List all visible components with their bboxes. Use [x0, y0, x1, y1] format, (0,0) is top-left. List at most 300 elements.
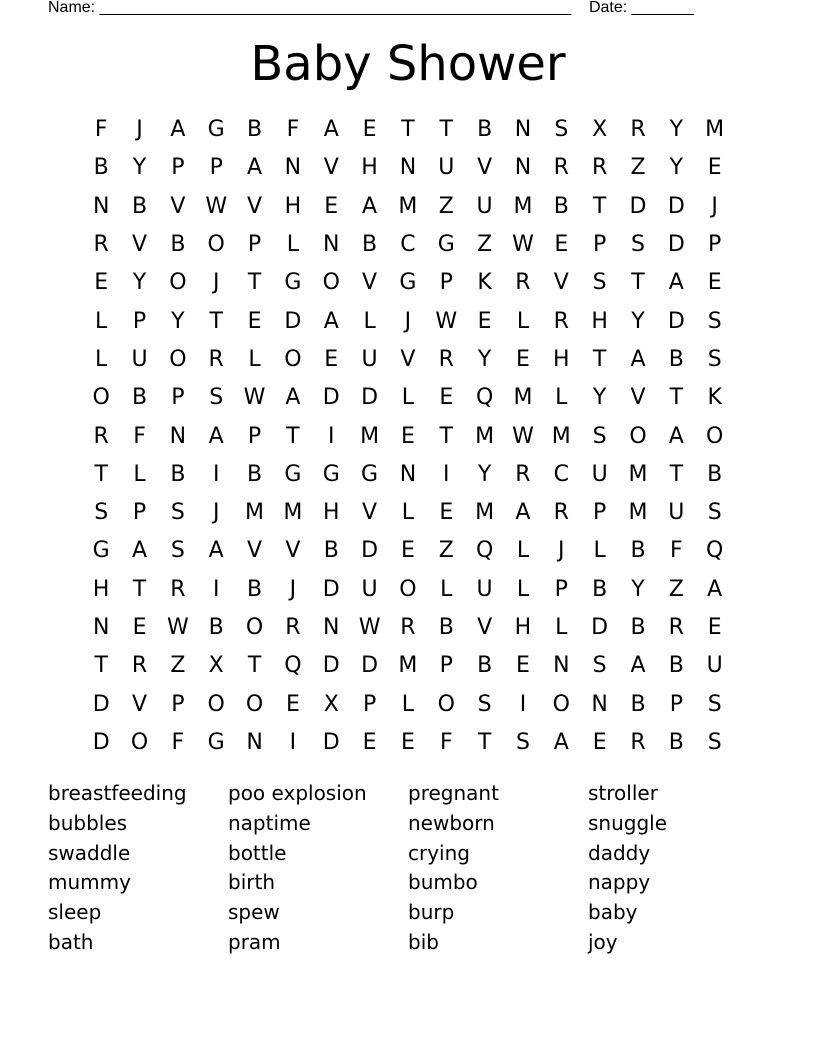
grid-letter: S: [707, 691, 722, 717]
grid-letter: V: [131, 232, 148, 258]
grid-letter: B: [668, 729, 684, 755]
grid-letter: J: [404, 308, 412, 334]
grid-letter: Y: [132, 270, 147, 296]
grid-letter: T: [94, 461, 108, 487]
grid-letter: F: [670, 538, 683, 564]
grid-letter: I: [289, 729, 297, 755]
grid-letter: P: [171, 691, 185, 717]
grid-letter: B: [131, 193, 148, 219]
grid-letter: D: [591, 615, 609, 640]
grid-letter: M: [551, 423, 571, 449]
grid-row: [82, 341, 734, 379]
letter-grid: [82, 111, 734, 762]
grid-letter: A: [285, 385, 301, 411]
grid-letter: D: [361, 653, 379, 679]
word-list-item: pram: [228, 929, 281, 954]
grid-letter: R: [131, 653, 148, 679]
grid-letter: G: [207, 117, 225, 143]
grid-letter: I: [212, 461, 220, 487]
word-list-item: bib: [408, 929, 439, 954]
grid-letter: G: [284, 270, 302, 296]
grid-letter: X: [323, 691, 339, 717]
grid-letter: H: [322, 500, 340, 526]
grid-letter: W: [205, 193, 228, 219]
grid-letter: G: [207, 729, 225, 755]
grid-letter: M: [398, 653, 418, 679]
grid-letter: L: [555, 615, 568, 640]
grid-letter: S: [554, 117, 569, 143]
grid-letter: T: [94, 653, 108, 679]
grid-letter: G: [361, 461, 379, 487]
grid-letter: T: [439, 117, 453, 143]
grid-letter: U: [438, 155, 455, 181]
grid-letter: T: [669, 385, 684, 411]
grid-row: [82, 456, 734, 494]
grid-letter: A: [707, 576, 723, 602]
grid-letter: A: [170, 117, 186, 143]
grid-letter: T: [631, 270, 645, 296]
grid-letter: B: [630, 538, 646, 564]
grid-letter: N: [246, 729, 263, 755]
grid-letter: X: [592, 117, 608, 143]
grid-letter: W: [166, 615, 189, 640]
word-list-item: crying: [408, 840, 470, 865]
grid-letter: A: [668, 423, 684, 449]
grid-letter: S: [707, 500, 722, 526]
grid-letter: D: [322, 653, 340, 679]
grid-letter: L: [401, 385, 415, 411]
grid-letter: A: [553, 729, 569, 755]
grid-letter: J: [212, 270, 220, 296]
grid-row: [82, 264, 734, 302]
grid-letter: P: [439, 270, 453, 296]
grid-letter: D: [284, 308, 302, 334]
grid-letter: B: [707, 461, 723, 487]
grid-letter: S: [592, 270, 607, 296]
grid-letter: A: [131, 538, 148, 564]
grid-letter: R: [553, 155, 569, 181]
grid-letter: L: [401, 691, 415, 717]
grid-letter: B: [247, 576, 263, 602]
grid-letter: D: [322, 729, 340, 755]
grid-letter: E: [592, 729, 607, 755]
grid-letter: J: [212, 500, 220, 526]
grid-letter: O: [437, 691, 455, 717]
grid-letter: E: [707, 270, 722, 296]
grid-letter: P: [362, 691, 377, 717]
word-list: [48, 779, 768, 958]
grid-letter: J: [136, 117, 143, 143]
grid-letter: H: [284, 193, 302, 219]
grid-letter: R: [400, 615, 416, 640]
grid-letter: D: [667, 193, 685, 219]
grid-letter: E: [362, 729, 377, 755]
grid-letter: E: [477, 308, 492, 334]
grid-letter: I: [212, 576, 220, 602]
grid-letter: D: [629, 193, 647, 219]
grid-letter: S: [170, 500, 185, 526]
grid-letter: T: [592, 193, 607, 219]
grid-letter: A: [668, 270, 684, 296]
grid-letter: R: [553, 500, 569, 526]
grid-letter: S: [592, 423, 607, 449]
grid-letter: P: [171, 385, 185, 411]
grid-letter: D: [322, 385, 340, 411]
grid-letter: B: [362, 232, 378, 258]
word-list-item: snuggle: [588, 810, 668, 835]
puzzle-title: Baby Shower: [250, 36, 566, 92]
grid-letter: O: [130, 729, 149, 755]
grid-letter: R: [208, 346, 224, 372]
grid-letter: S: [707, 729, 722, 755]
grid-letter: M: [360, 423, 380, 449]
grid-letter: V: [285, 538, 301, 564]
grid-letter: E: [400, 423, 415, 449]
grid-letter: L: [95, 308, 108, 334]
grid-letter: R: [591, 155, 608, 181]
grid-letter: N: [323, 615, 340, 640]
grid-letter: S: [209, 385, 224, 411]
grid-letter: I: [519, 691, 527, 717]
grid-letter: B: [208, 615, 224, 640]
grid-letter: H: [591, 308, 608, 334]
grid-letter: A: [515, 500, 531, 526]
word-list-item: breastfeeding: [48, 781, 187, 805]
grid-letter: H: [92, 576, 110, 602]
grid-letter: P: [708, 232, 722, 258]
grid-letter: N: [399, 155, 417, 181]
grid-row: [82, 226, 734, 264]
grid-letter: P: [247, 232, 262, 258]
grid-letter: V: [247, 538, 263, 564]
grid-letter: O: [169, 346, 187, 372]
word-list-item: birth: [228, 870, 275, 895]
grid-letter: B: [477, 117, 493, 143]
grid-letter: T: [247, 270, 262, 296]
grid-letter: B: [170, 461, 186, 487]
grid-letter: B: [170, 232, 186, 258]
grid-letter: V: [553, 270, 569, 296]
grid-letter: O: [322, 270, 340, 296]
grid-letter: B: [630, 691, 646, 717]
grid-letter: E: [324, 346, 339, 372]
grid-letter: E: [400, 538, 415, 564]
grid-letter: B: [592, 576, 608, 602]
word-list-item: daddy: [588, 840, 651, 865]
grid-letter: V: [362, 500, 378, 526]
grid-letter: O: [169, 270, 187, 296]
grid-letter: F: [133, 423, 146, 449]
grid-letter: P: [247, 423, 262, 449]
grid-letter: A: [630, 653, 646, 679]
grid-letter: D: [667, 232, 685, 258]
grid-letter: Z: [668, 576, 684, 602]
word-list-item: spew: [228, 900, 280, 925]
grid-letter: F: [439, 729, 453, 755]
grid-letter: E: [324, 193, 339, 219]
word-list-item: bottle: [228, 840, 287, 865]
grid-letter: D: [322, 576, 340, 602]
grid-letter: R: [668, 615, 684, 640]
grid-letter: T: [477, 729, 492, 755]
grid-letter: D: [361, 385, 379, 411]
grid-letter: E: [132, 615, 147, 640]
grid-letter: H: [361, 155, 378, 181]
grid-letter: R: [93, 423, 109, 449]
grid-row: [82, 302, 734, 340]
grid-letter: M: [245, 500, 265, 526]
grid-letter: E: [439, 385, 454, 411]
grid-letter: S: [170, 538, 185, 564]
grid-letter: V: [362, 270, 378, 296]
grid-letter: S: [631, 232, 645, 258]
grid-letter: V: [400, 346, 416, 372]
grid-letter: Y: [132, 155, 147, 181]
grid-letter: T: [401, 117, 415, 143]
grid-letter: U: [361, 346, 378, 372]
grid-letter: L: [516, 576, 530, 602]
grid-letter: N: [284, 155, 302, 181]
word-list-item: bubbles: [48, 810, 128, 835]
word-list-item: stroller: [588, 781, 658, 805]
grid-letter: L: [363, 308, 376, 334]
word-list-item: mummy: [48, 870, 131, 895]
grid-letter: L: [440, 576, 453, 602]
grid-letter: N: [514, 155, 532, 181]
grid-letter: L: [593, 538, 606, 564]
grid-letter: J: [289, 576, 297, 602]
grid-letter: E: [516, 346, 530, 372]
grid-letter: N: [169, 423, 187, 449]
grid-letter: E: [94, 270, 109, 296]
grid-letter: O: [245, 691, 264, 717]
grid-letter: N: [92, 615, 110, 640]
word-list-item: pregnant: [408, 781, 499, 805]
word-list-item: bumbo: [408, 870, 478, 895]
grid-letter: O: [399, 576, 417, 602]
grid-letter: W: [512, 232, 534, 258]
grid-letter: I: [327, 423, 335, 449]
word-list-item: joy: [588, 929, 618, 954]
grid-letter: T: [132, 576, 147, 602]
grid-letter: G: [322, 461, 340, 487]
grid-letter: D: [92, 729, 110, 755]
grid-letter: L: [286, 232, 300, 258]
grid-letter: U: [131, 346, 148, 372]
grid-letter: R: [630, 729, 646, 755]
grid-letter: M: [398, 193, 418, 219]
grid-letter: O: [284, 346, 302, 372]
grid-letter: B: [630, 615, 646, 640]
grid-letter: U: [476, 193, 493, 219]
grid-letter: P: [593, 232, 607, 258]
grid-letter: Q: [706, 538, 724, 564]
grid-letter: P: [171, 155, 185, 181]
grid-letter: E: [362, 117, 377, 143]
grid-letter: O: [552, 691, 570, 717]
grid-letter: B: [668, 346, 684, 372]
grid-row: [82, 571, 734, 609]
grid-letter: Y: [477, 346, 492, 372]
grid-letter: M: [283, 500, 303, 526]
grid-letter: D: [667, 308, 685, 334]
grid-letter: R: [170, 576, 186, 602]
grid-letter: U: [591, 461, 608, 487]
grid-row: [82, 647, 734, 685]
word-list-item: burp: [408, 900, 455, 925]
grid-letter: B: [247, 461, 263, 487]
grid-letter: B: [553, 193, 569, 219]
grid-letter: O: [207, 691, 225, 717]
grid-letter: U: [668, 500, 685, 526]
grid-letter: S: [707, 308, 722, 334]
grid-letter: J: [558, 538, 565, 564]
grid-letter: J: [711, 193, 718, 219]
grid-letter: A: [247, 155, 263, 181]
grid-letter: Z: [438, 538, 454, 564]
grid-letter: M: [628, 500, 648, 526]
grid-letter: N: [514, 117, 532, 143]
grid-letter: P: [439, 653, 453, 679]
grid-letter: C: [553, 461, 569, 487]
grid-letter: Y: [171, 308, 185, 334]
grid-letter: E: [439, 500, 454, 526]
grid-letter: B: [93, 155, 109, 181]
grid-letter: E: [285, 691, 300, 717]
grid-letter: Z: [170, 653, 186, 679]
grid-letter: A: [323, 308, 339, 334]
grid-letter: D: [92, 691, 110, 717]
grid-letter: Q: [475, 385, 494, 411]
grid-letter: K: [707, 385, 722, 411]
grid-row: [82, 111, 734, 149]
grid-letter: Y: [631, 308, 645, 334]
grid-letter: T: [247, 653, 262, 679]
grid-letter: S: [515, 729, 530, 755]
grid-letter: V: [477, 155, 493, 181]
grid-letter: B: [668, 653, 684, 679]
grid-letter: M: [705, 117, 725, 143]
grid-letter: T: [669, 461, 684, 487]
grid-letter: R: [630, 117, 646, 143]
grid-letter: L: [133, 461, 146, 487]
grid-letter: F: [286, 117, 300, 143]
grid-letter: N: [399, 461, 417, 487]
grid-letter: E: [247, 308, 262, 334]
grid-letter: M: [513, 385, 533, 411]
grid-letter: A: [208, 423, 224, 449]
grid-letter: M: [628, 461, 648, 487]
grid-letter: U: [476, 576, 493, 602]
grid-row: [82, 379, 734, 417]
grid-letter: G: [284, 461, 302, 487]
grid-letter: V: [131, 691, 148, 717]
grid-letter: B: [131, 385, 148, 411]
grid-letter: Q: [284, 653, 302, 679]
grid-letter: V: [170, 193, 186, 219]
grid-letter: O: [629, 423, 647, 449]
grid-letter: Q: [475, 538, 494, 564]
grid-letter: T: [286, 423, 300, 449]
grid-letter: Z: [630, 155, 646, 181]
grid-letter: V: [630, 385, 646, 411]
grid-letter: S: [477, 691, 492, 717]
grid-letter: W: [435, 308, 458, 334]
grid-letter: R: [515, 461, 531, 487]
grid-letter: B: [247, 117, 263, 143]
grid-letter: M: [475, 423, 495, 449]
grid-letter: W: [358, 615, 381, 640]
grid-letter: L: [555, 385, 568, 411]
grid-letter: C: [400, 232, 416, 258]
grid-letter: V: [323, 155, 339, 181]
grid-letter: E: [707, 615, 722, 640]
grid-letter: L: [248, 346, 261, 372]
grid-letter: A: [362, 193, 378, 219]
grid-letter: L: [516, 538, 530, 564]
grid-letter: L: [401, 500, 415, 526]
word-list-item: newborn: [408, 810, 495, 835]
grid-letter: S: [592, 653, 607, 679]
grid-letter: Y: [477, 461, 492, 487]
grid-letter: P: [593, 500, 607, 526]
word-list-item: naptime: [228, 810, 311, 835]
grid-letter: L: [95, 346, 108, 372]
grid-letter: B: [438, 615, 454, 640]
grid-letter: U: [706, 653, 723, 679]
word-list-item: baby: [588, 900, 638, 925]
grid-letter: M: [475, 500, 495, 526]
grid-letter: R: [93, 232, 109, 258]
grid-row: [82, 609, 734, 647]
grid-letter: E: [400, 729, 415, 755]
grid-letter: T: [209, 308, 223, 334]
grid-letter: U: [361, 576, 378, 602]
grid-letter: K: [477, 270, 492, 296]
word-list-item: poo explosion: [228, 781, 367, 805]
grid-row: [82, 532, 734, 570]
grid-letter: X: [208, 653, 224, 679]
grid-letter: R: [553, 308, 569, 334]
grid-letter: Z: [438, 193, 454, 219]
grid-letter: S: [707, 346, 722, 372]
word-list-item: nappy: [588, 870, 651, 895]
grid-letter: S: [94, 500, 109, 526]
word-list-item: bath: [48, 929, 94, 954]
grid-letter: R: [285, 615, 301, 640]
grid-letter: N: [553, 653, 570, 679]
grid-row: [82, 724, 734, 762]
grid-letter: A: [630, 346, 646, 372]
grid-letter: Y: [592, 385, 607, 411]
grid-letter: B: [477, 653, 493, 679]
grid-letter: Y: [631, 576, 645, 602]
grid-letter: A: [208, 538, 224, 564]
grid-letter: N: [92, 193, 110, 219]
grid-letter: A: [323, 117, 339, 143]
grid-letter: P: [132, 500, 147, 526]
grid-letter: O: [706, 423, 724, 449]
grid-row: [82, 188, 734, 226]
grid-letter: Y: [669, 117, 684, 143]
grid-letter: H: [553, 346, 570, 372]
word-list-item: swaddle: [48, 840, 131, 865]
grid-letter: E: [707, 155, 722, 181]
grid-letter: B: [323, 538, 339, 564]
grid-letter: P: [132, 308, 147, 334]
grid-letter: W: [243, 385, 266, 411]
grid-letter: O: [207, 232, 225, 258]
